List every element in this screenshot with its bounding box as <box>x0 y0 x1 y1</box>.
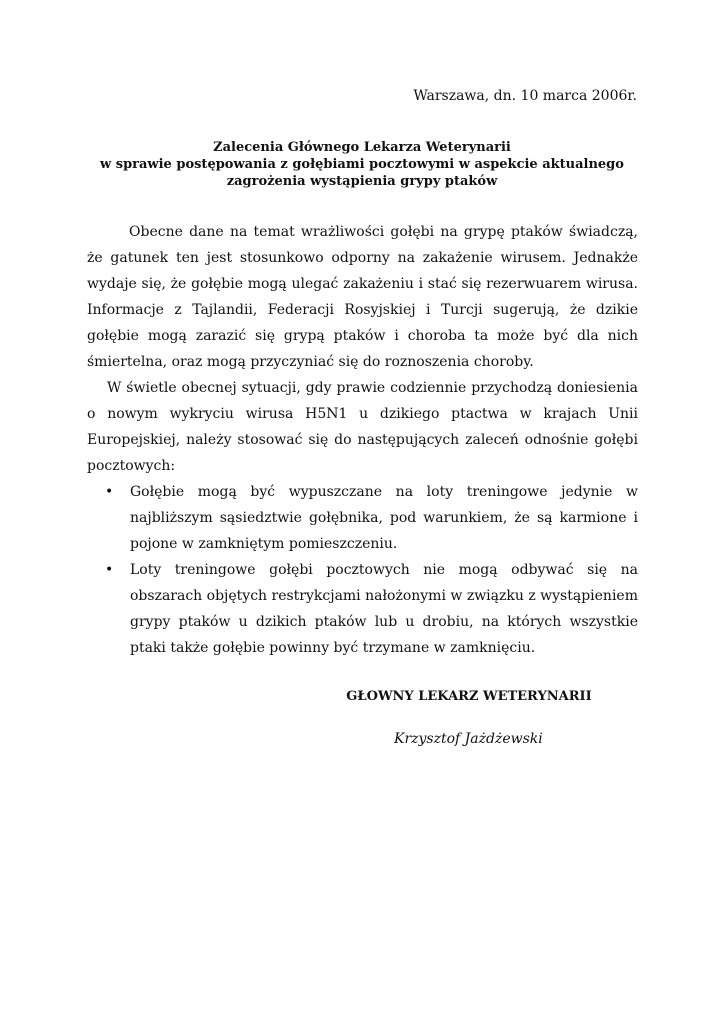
bullet-icon: • <box>105 562 114 578</box>
list-item <box>87 557 638 661</box>
signature-title: GŁOWNY LEKARZ WETERYNARII <box>346 689 592 704</box>
document-title <box>70 139 654 190</box>
recommendations-list <box>87 479 638 661</box>
document-body <box>87 219 638 661</box>
title-line-1: Zalecenia Głównego Lekarza Weterynarii <box>213 140 511 155</box>
signature-name: Krzysztof Jażdżewski <box>394 731 543 747</box>
list-item <box>87 479 638 557</box>
paragraph-intro: Obecne dane na temat wrażliwości gołębi na grypę ptaków świadczą, że gatunek ten jest stosunkowo odporny na zakażenie wirusem. Jednakże wydaje się, że gołębie mogą ulegać zakażeniu i stać się rezerwuarem wirusa. Informacje z Tajlandii, Federacji Rosyjskiej i Turcji sugerują, że dzikie gołębie mogą zarazić się grypą ptaków i choroba ta może być dla nich śmiertelna, oraz mogą przyczyniać się do roznoszenia choroby. <box>87 224 638 370</box>
title-line-2: w sprawie postępowania z gołębiami pocztowymi w aspekcie aktualnego <box>100 157 624 172</box>
bullet-icon: • <box>105 484 114 500</box>
title-line-3: zagrożenia wystąpienia grypy ptaków <box>226 174 498 189</box>
list-item-text: Gołębie mogą być wypuszczane na loty treningowe jedynie w najbliższym sąsiedztwie gołębnika, pod warunkiem, że są karmione i pojone w zamkniętym pomieszczeniu. <box>130 484 638 552</box>
list-item-text: Loty treningowe gołębi pocztowych nie mogą odbywać się na obszarach objętych restrykcjami nałożonymi w związku z wystąpieniem grypy ptaków u dzikich ptaków lub u drobiu, na których wszystkie ptaki także gołębie powinny być trzymane w zamknięciu. <box>130 562 638 656</box>
date-line: Warszawa, dn. 10 marca 2006r. <box>413 88 637 104</box>
paragraph-situation: W świetle obecnej sytuacji, gdy prawie codziennie przychodzą doniesienia o nowym wykryciu wirusa H5N1 u dzikiego ptactwa w krajach Unii Europejskiej, należy stosować się do następujących zaleceń odnośnie gołębi pocztowych: <box>87 380 638 474</box>
